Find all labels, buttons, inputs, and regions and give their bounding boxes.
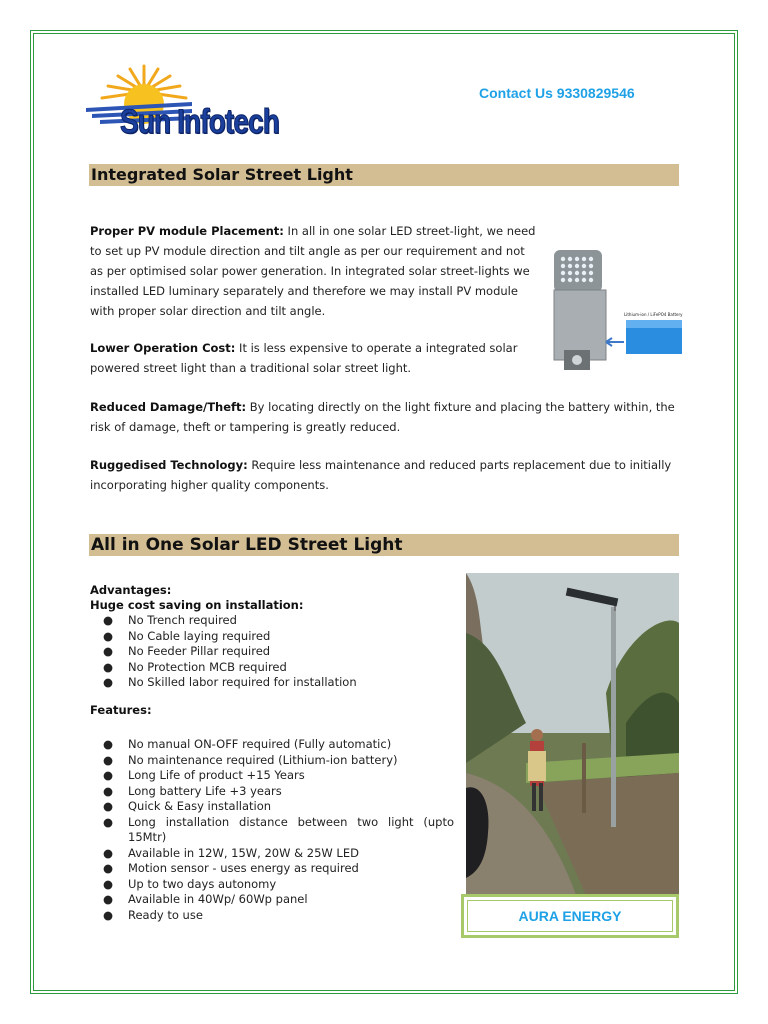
list-item: ● Motion sensor - uses energy as required (103, 861, 359, 875)
advantages-subheading: Huge cost saving on installation: (90, 598, 304, 612)
features-heading: Features: (90, 703, 152, 717)
list-item: ● Available in 40Wp/ 60Wp panel (103, 892, 308, 906)
list-item: ● No maintenance required (Lithium-ion battery) (103, 752, 398, 767)
advantages-heading: Advantages: (90, 583, 172, 597)
features-block (90, 737, 454, 923)
contact-phone[interactable]: Contact Us 9330829546 (479, 85, 635, 101)
list-item: ● No Trench required (103, 613, 237, 627)
paragraph-operation-cost: Lower Operation Cost: It is less expensive to operate a integrated solar powered street light than a traditional solar street light. (90, 341, 518, 375)
section-title-all-in-one: All in One Solar LED Street Light (89, 534, 679, 556)
list-item: ● No Skilled labor required for installation (103, 675, 357, 689)
advantages-list (90, 613, 357, 691)
list-item: ● Ready to use (103, 907, 203, 922)
list-item: ● Long installation distance between two light (upto 15Mtr) (103, 814, 454, 844)
list-item: ● No Feeder Pillar required (103, 644, 271, 658)
paragraph-ruggedised: Ruggedised Technology: Require less maintenance and reduced parts replacement due to initially incorporating higher quality components. (90, 458, 672, 492)
aura-energy-label: AURA ENERGY (467, 900, 673, 932)
paragraph-pv-placement: Proper PV module Placement: In all in one solar LED street-light, we need to set up PV module direction and tilt angle as per our requirement and not as per optimised solar power generation. In integrated solar street-lights we installed LED luminary separately and therefore we may install PV module with proper solar direction and tilt angle. (90, 224, 536, 318)
street-light-product-image (550, 250, 686, 375)
list-item: ● No Protection MCB required (103, 659, 287, 674)
brand-logo-text: Sun Infotech (120, 103, 279, 141)
advantages-block (90, 583, 357, 691)
battery-caption: Lithium-ion / LiFePO4 Battery (624, 312, 683, 317)
features-list (90, 737, 454, 923)
paragraph-reduced-damage: Reduced Damage/Theft: By locating directly on the light fixture and placing the battery within, the risk of damage, theft or tampering is greatly reduced. (90, 400, 675, 434)
list-item: ● Available in 12W, 15W, 20W & 25W LED (103, 845, 359, 860)
list-item: ● Long battery Life +3 years (103, 783, 282, 798)
list-item: ● Up to two days autonomy (103, 876, 277, 891)
installation-photo (466, 573, 679, 895)
list-item: ● Long Life of product +15 Years (103, 768, 305, 782)
list-item: ● Quick & Easy installation (103, 799, 272, 813)
aura-energy-label-box (461, 894, 679, 938)
list-item: ● No Cable laying required (103, 628, 271, 643)
section-title-integrated: Integrated Solar Street Light (89, 164, 679, 186)
list-item: ● No manual ON-OFF required (Fully automatic) (103, 737, 392, 751)
